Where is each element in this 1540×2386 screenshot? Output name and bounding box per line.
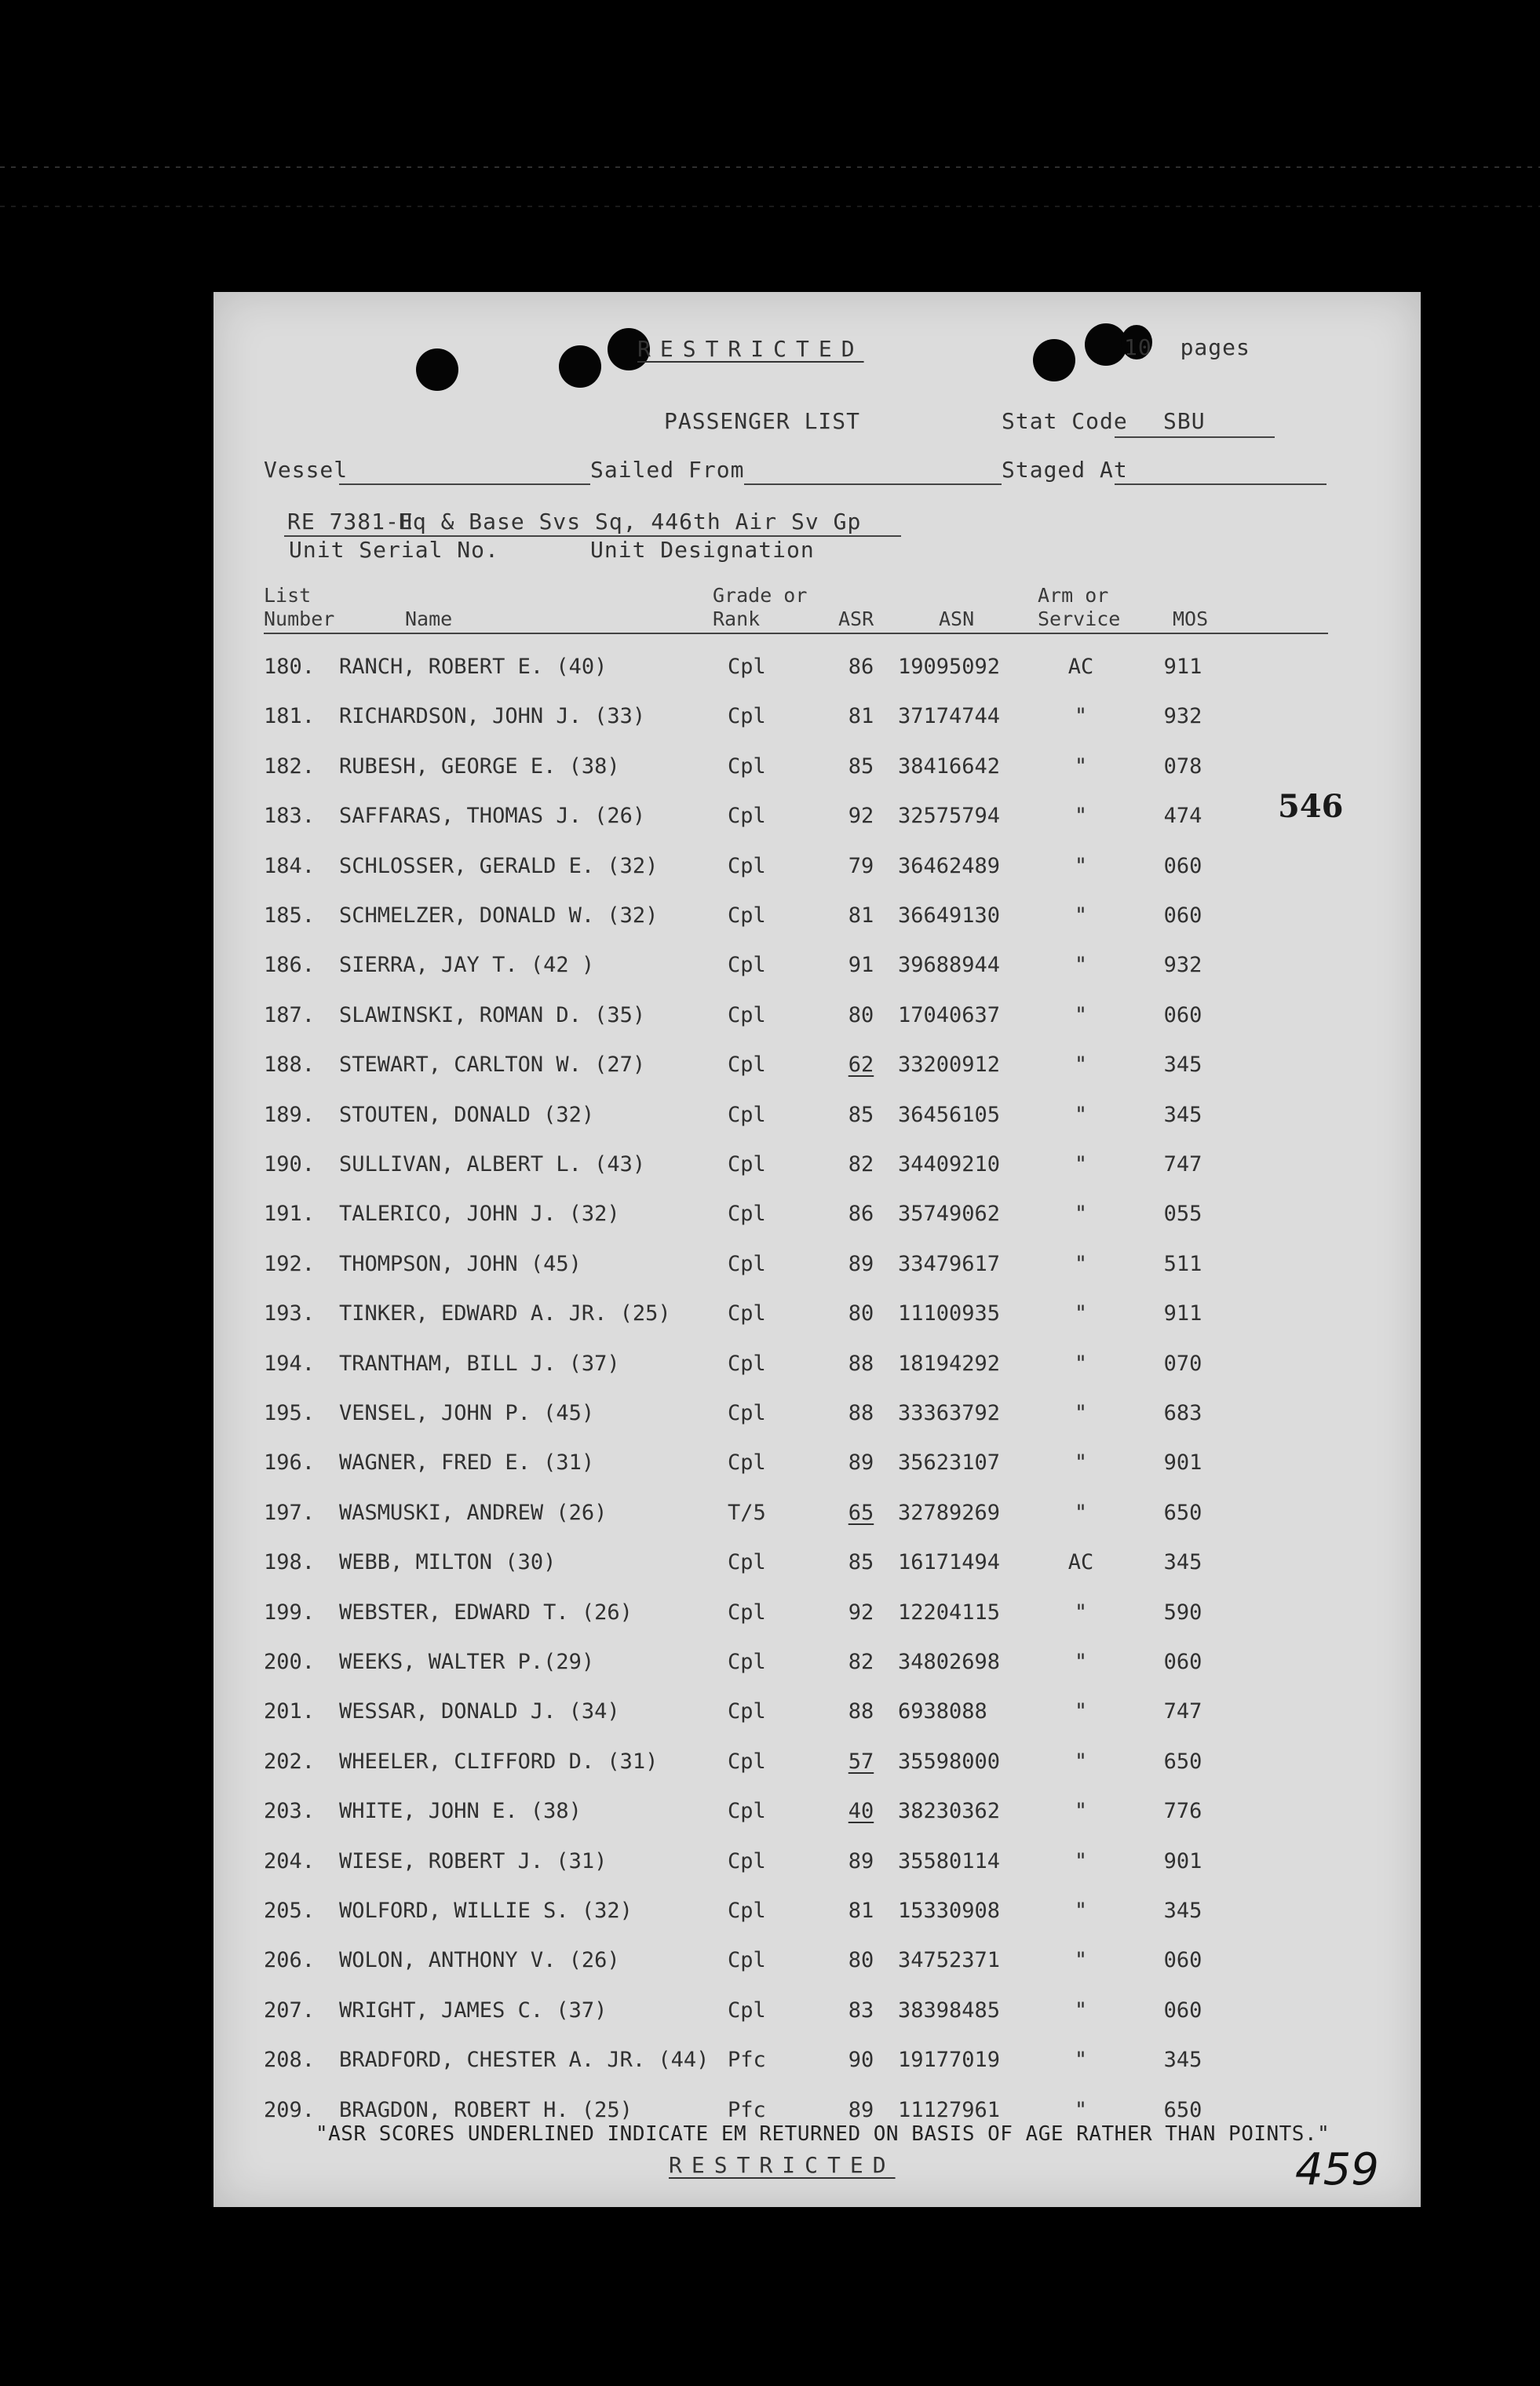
table-row — [213, 754, 1421, 803]
passenger-name: WOLFORD, WILLIE S. (32) — [339, 1899, 633, 1923]
list-number: 185. — [264, 903, 316, 928]
table-row — [213, 1202, 1421, 1250]
asr-score: 85 — [848, 753, 874, 779]
asr-score: 89 — [848, 2097, 874, 2122]
list-number: 188. — [264, 1053, 316, 1078]
list-number: 193. — [264, 1301, 316, 1326]
asr-score: 88 — [848, 1351, 874, 1376]
arm-or-service: " — [1074, 1799, 1088, 1824]
list-number: 192. — [264, 1251, 316, 1276]
mos: 747 — [1163, 1152, 1202, 1177]
passenger-name: SCHLOSSER, GERALD E. (32) — [339, 853, 659, 878]
mos: 060 — [1163, 1650, 1202, 1674]
asr-score: 89 — [848, 1450, 874, 1476]
arm-or-service: " — [1074, 1948, 1088, 1973]
asn: 12204115 — [898, 1600, 1001, 1625]
sailed-from-label: Sailed From — [590, 457, 745, 483]
grade: Cpl — [728, 704, 766, 729]
col-header-grade — [713, 584, 807, 631]
table-row — [213, 1053, 1421, 1101]
asn: 32575794 — [898, 804, 1001, 829]
table-row — [213, 2048, 1421, 2096]
grade: Cpl — [728, 1053, 766, 1078]
passenger-name: VENSEL, JOHN P. (45) — [339, 1401, 595, 1425]
passenger-name: WHITE, JOHN E. (38) — [339, 1799, 582, 1824]
grade: Cpl — [728, 1102, 766, 1127]
passenger-name: WAGNER, FRED E. (31) — [339, 1450, 595, 1476]
stat-code-underline — [1115, 436, 1275, 438]
col-header-list-1: List — [264, 584, 312, 607]
list-number: 196. — [264, 1450, 316, 1476]
asr-score: 85 — [848, 1102, 874, 1127]
arm-or-service: " — [1074, 1351, 1088, 1376]
pages-count — [1124, 334, 1250, 360]
table-row — [213, 1152, 1421, 1201]
table-row — [213, 1899, 1421, 1947]
arm-or-service: " — [1074, 853, 1088, 878]
mos: 747 — [1163, 1699, 1202, 1724]
mos: 060 — [1163, 1002, 1202, 1027]
col-header-list-2: Number — [264, 607, 335, 630]
asr-score: 90 — [848, 2048, 874, 2073]
table-row — [213, 1799, 1421, 1848]
table-row — [213, 1600, 1421, 1649]
stat-code-label: Stat Code — [1002, 408, 1128, 434]
mos: 345 — [1163, 1102, 1202, 1127]
passenger-name: RUBESH, GEORGE E. (38) — [339, 753, 620, 779]
grade: Cpl — [728, 1699, 766, 1724]
mos: 055 — [1163, 1202, 1202, 1227]
asr-score: 92 — [848, 804, 874, 829]
grade: Pfc — [728, 2097, 766, 2122]
mos: 078 — [1163, 753, 1202, 779]
table-row — [213, 1450, 1421, 1499]
asr-score: 88 — [848, 1699, 874, 1724]
punch-hole-icon — [1033, 339, 1075, 381]
asn: 35623107 — [898, 1450, 1001, 1476]
list-number: 199. — [264, 1600, 316, 1625]
list-number: 197. — [264, 1500, 316, 1525]
asr-score: 83 — [848, 1997, 874, 2023]
mos: 650 — [1163, 2097, 1202, 2122]
mos: 650 — [1163, 1500, 1202, 1525]
grade: Cpl — [728, 1450, 766, 1476]
unit-serial-label: Unit Serial No. — [289, 537, 499, 563]
col-header-list — [264, 584, 334, 631]
grade: Cpl — [728, 1799, 766, 1824]
list-number: 187. — [264, 1002, 316, 1027]
passenger-name: SAFFARAS, THOMAS J. (26) — [339, 804, 646, 829]
grade: Cpl — [728, 1202, 766, 1227]
arm-or-service: " — [1074, 1152, 1088, 1177]
asn: 37174744 — [898, 704, 1001, 729]
asr-score: 91 — [848, 953, 874, 978]
arm-or-service: " — [1074, 1401, 1088, 1425]
table-row — [213, 1749, 1421, 1798]
pages-value: 10 — [1124, 334, 1152, 360]
list-number: 182. — [264, 753, 316, 779]
grade: Cpl — [728, 1848, 766, 1873]
grade: Cpl — [728, 1351, 766, 1376]
asn: 32789269 — [898, 1500, 1001, 1525]
list-number: 183. — [264, 804, 316, 829]
stat-code-value: SBU — [1163, 408, 1206, 434]
grade: Cpl — [728, 1401, 766, 1425]
grade: Cpl — [728, 853, 766, 878]
document-sheet — [213, 292, 1421, 2207]
table-row — [213, 1401, 1421, 1450]
passenger-name: WOLON, ANTHONY V. (26) — [339, 1948, 620, 1973]
mos: 474 — [1163, 804, 1202, 829]
arm-or-service: " — [1074, 1848, 1088, 1873]
col-header-asr: ASR — [838, 607, 874, 630]
grade: Cpl — [728, 804, 766, 829]
arm-or-service: " — [1074, 1699, 1088, 1724]
grade: Cpl — [728, 655, 766, 679]
asn: 38416642 — [898, 753, 1001, 779]
arm-or-service: " — [1074, 903, 1088, 928]
table-row — [213, 655, 1421, 703]
scan-noise-line — [0, 166, 1540, 168]
grade: Cpl — [728, 1948, 766, 1973]
list-number: 191. — [264, 1202, 316, 1227]
unit-serial-value: RE 7381-E — [287, 509, 414, 534]
table-row — [213, 1003, 1421, 1052]
passenger-name: WIESE, ROBERT J. (31) — [339, 1848, 608, 1873]
list-number: 208. — [264, 2048, 316, 2073]
vessel-label: Vessel — [264, 457, 349, 483]
asn: 38398485 — [898, 1997, 1001, 2023]
arm-or-service: " — [1074, 1002, 1088, 1027]
asr-score: 80 — [848, 1948, 874, 1973]
asn: 34752371 — [898, 1948, 1001, 1973]
arm-or-service: " — [1074, 1500, 1088, 1525]
col-header-arm-1: Arm or — [1038, 584, 1109, 607]
unit-designation-label: Unit Designation — [590, 537, 815, 563]
passenger-name: WHEELER, CLIFFORD D. (31) — [339, 1749, 659, 1774]
grade: Cpl — [728, 1650, 766, 1674]
list-number: 184. — [264, 853, 316, 878]
arm-or-service: " — [1074, 1102, 1088, 1127]
table-row — [213, 1352, 1421, 1400]
asn: 19095092 — [898, 655, 1001, 679]
list-number: 203. — [264, 1799, 316, 1824]
list-number: 195. — [264, 1401, 316, 1425]
asn: 36456105 — [898, 1102, 1001, 1127]
mos: 901 — [1163, 1848, 1202, 1873]
asn: 11127961 — [898, 2097, 1001, 2122]
asr-score: 86 — [848, 1202, 874, 1227]
staged-at-label: Staged At — [1002, 457, 1128, 483]
mos: 911 — [1163, 1301, 1202, 1326]
passenger-name: SLAWINSKI, ROMAN D. (35) — [339, 1002, 646, 1027]
asr-score: 62 — [848, 1053, 874, 1078]
arm-or-service: " — [1074, 1251, 1088, 1276]
asn: 19177019 — [898, 2048, 1001, 2073]
sailed-from-underline — [744, 483, 1002, 485]
asr-score: 80 — [848, 1002, 874, 1027]
asn: 33479617 — [898, 1251, 1001, 1276]
asn: 6938088 — [898, 1699, 987, 1724]
mos: 060 — [1163, 853, 1202, 878]
mos: 070 — [1163, 1351, 1202, 1376]
passenger-name: BRADFORD, CHESTER A. JR. (44) — [339, 2048, 710, 2073]
mos: 511 — [1163, 1251, 1202, 1276]
asr-score: 89 — [848, 1848, 874, 1873]
list-number: 180. — [264, 655, 316, 679]
arm-or-service: " — [1074, 1450, 1088, 1476]
passenger-name: WASMUSKI, ANDREW (26) — [339, 1500, 608, 1525]
grade: Cpl — [728, 1749, 766, 1774]
col-header-grade-1: Grade or — [713, 584, 808, 607]
asr-score: 57 — [848, 1749, 874, 1774]
list-number: 194. — [264, 1351, 316, 1376]
passenger-name: STEWART, CARLTON W. (27) — [339, 1053, 646, 1078]
passenger-name: WEBSTER, EDWARD T. (26) — [339, 1600, 633, 1625]
asr-score: 80 — [848, 1301, 874, 1326]
grade: Cpl — [728, 1251, 766, 1276]
col-header-arm — [1038, 584, 1120, 631]
mos: 683 — [1163, 1401, 1202, 1425]
arm-or-service: " — [1074, 1997, 1088, 2023]
passenger-name: BRAGDON, ROBERT H. (25) — [339, 2097, 633, 2122]
footer-note: "ASR SCORES UNDERLINED INDICATE EM RETURNED ON BASIS OF AGE RATHER THAN POINTS." — [316, 2122, 1330, 2146]
side-page-number: 546 — [1278, 788, 1344, 825]
passenger-name: TALERICO, JOHN J. (32) — [339, 1202, 620, 1227]
passenger-name: RANCH, ROBERT E. (40) — [339, 655, 608, 679]
list-number: 198. — [264, 1550, 316, 1575]
list-number: 181. — [264, 704, 316, 729]
table-row — [213, 1103, 1421, 1151]
table-row — [213, 1501, 1421, 1549]
arm-or-service: AC — [1067, 655, 1094, 679]
list-number: 200. — [264, 1650, 316, 1674]
mos: 911 — [1163, 655, 1202, 679]
asr-score: 86 — [848, 655, 874, 679]
bottom-restricted-marking: RESTRICTED — [669, 2152, 896, 2178]
asn: 15330908 — [898, 1899, 1001, 1923]
asr-score: 81 — [848, 704, 874, 729]
vessel-underline — [339, 483, 590, 485]
asn: 35598000 — [898, 1749, 1001, 1774]
asr-score: 85 — [848, 1550, 874, 1575]
list-number: 209. — [264, 2097, 316, 2122]
asr-score: 92 — [848, 1600, 874, 1625]
passenger-name: TRANTHAM, BILL J. (37) — [339, 1351, 620, 1376]
asn: 18194292 — [898, 1351, 1001, 1376]
passenger-name: WEEKS, WALTER P.(29) — [339, 1650, 595, 1674]
mos: 060 — [1163, 1997, 1202, 2023]
col-header-arm-2: Service — [1038, 607, 1121, 630]
arm-or-service: " — [1074, 2048, 1088, 2073]
passenger-name: TINKER, EDWARD A. JR. (25) — [339, 1301, 671, 1326]
table-row — [213, 804, 1421, 852]
mos: 345 — [1163, 2048, 1202, 2073]
arm-or-service: " — [1074, 1301, 1088, 1326]
mos: 590 — [1163, 1600, 1202, 1625]
mos: 060 — [1163, 903, 1202, 928]
mos: 650 — [1163, 1749, 1202, 1774]
table-row — [213, 704, 1421, 753]
asn: 36649130 — [898, 903, 1001, 928]
arm-or-service: AC — [1067, 1550, 1094, 1575]
grade: T/5 — [728, 1500, 766, 1525]
asr-score: 65 — [848, 1500, 874, 1525]
asn: 35580114 — [898, 1848, 1001, 1873]
col-header-mos: MOS — [1173, 607, 1209, 630]
arm-or-service: " — [1074, 1053, 1088, 1078]
mos: 345 — [1163, 1550, 1202, 1575]
table-row — [213, 1699, 1421, 1748]
unit-designation-value: Hq & Base Svs Sq, 446th Air Sv Gp — [399, 509, 862, 534]
arm-or-service: " — [1074, 1202, 1088, 1227]
grade: Cpl — [728, 953, 766, 978]
grade: Cpl — [728, 1899, 766, 1923]
table-row — [213, 903, 1421, 952]
arm-or-service: " — [1074, 1650, 1088, 1674]
mos: 932 — [1163, 953, 1202, 978]
passenger-name: THOMPSON, JOHN (45) — [339, 1251, 582, 1276]
list-number: 189. — [264, 1102, 316, 1127]
asr-score: 82 — [848, 1650, 874, 1674]
asr-score: 82 — [848, 1152, 874, 1177]
list-number: 206. — [264, 1948, 316, 1973]
asn: 16171494 — [898, 1550, 1001, 1575]
scan-noise-line — [0, 206, 1540, 207]
passenger-name: SIERRA, JAY T. (42 ) — [339, 953, 595, 978]
table-row — [213, 1550, 1421, 1599]
asn: 39688944 — [898, 953, 1001, 978]
arm-or-service: " — [1074, 1749, 1088, 1774]
punch-hole-icon — [416, 348, 458, 391]
mos: 932 — [1163, 704, 1202, 729]
arm-or-service: " — [1074, 704, 1088, 729]
asn: 35749062 — [898, 1202, 1001, 1227]
passenger-name: STOUTEN, DONALD (32) — [339, 1102, 595, 1127]
asr-score: 40 — [848, 1799, 874, 1824]
grade: Cpl — [728, 1002, 766, 1027]
asn: 34802698 — [898, 1650, 1001, 1674]
table-row — [213, 1252, 1421, 1301]
arm-or-service: " — [1074, 1899, 1088, 1923]
col-header-asn: ASN — [939, 607, 975, 630]
asn: 36462489 — [898, 853, 1001, 878]
list-number: 207. — [264, 1997, 316, 2023]
asn: 33200912 — [898, 1053, 1001, 1078]
asn: 11100935 — [898, 1301, 1001, 1326]
arm-or-service: " — [1074, 953, 1088, 978]
table-row — [213, 1849, 1421, 1898]
list-number: 205. — [264, 1899, 316, 1923]
list-number: 201. — [264, 1699, 316, 1724]
document-title: PASSENGER LIST — [664, 408, 861, 434]
grade: Pfc — [728, 2048, 766, 2073]
grade: Cpl — [728, 1550, 766, 1575]
mos: 776 — [1163, 1799, 1202, 1824]
col-header-name: Name — [405, 607, 453, 630]
table-row — [213, 1650, 1421, 1698]
passenger-name: WEBB, MILTON (30) — [339, 1550, 557, 1575]
grade: Cpl — [728, 753, 766, 779]
table-row — [213, 953, 1421, 1001]
arm-or-service: " — [1074, 804, 1088, 829]
mos: 345 — [1163, 1899, 1202, 1923]
arm-or-service: " — [1074, 753, 1088, 779]
grade: Cpl — [728, 1152, 766, 1177]
col-header-grade-2: Rank — [713, 607, 761, 630]
asr-score: 88 — [848, 1401, 874, 1425]
grade: Cpl — [728, 1997, 766, 2023]
passenger-name: WRIGHT, JAMES C. (37) — [339, 1997, 608, 2023]
list-number: 190. — [264, 1152, 316, 1177]
mos: 901 — [1163, 1450, 1202, 1476]
grade: Cpl — [728, 1600, 766, 1625]
asn: 38230362 — [898, 1799, 1001, 1824]
table-row — [213, 1301, 1421, 1350]
list-number: 202. — [264, 1749, 316, 1774]
passenger-name: SCHMELZER, DONALD W. (32) — [339, 903, 659, 928]
asr-score: 79 — [848, 853, 874, 878]
grade: Cpl — [728, 903, 766, 928]
staged-at-underline — [1115, 483, 1327, 485]
handwritten-page-number: 459 — [1295, 2144, 1379, 2195]
header-rule — [264, 633, 1328, 634]
list-number: 186. — [264, 953, 316, 978]
list-number: 204. — [264, 1848, 316, 1873]
top-restricted-marking: RESTRICTED — [637, 336, 864, 362]
table-row — [213, 854, 1421, 903]
table-row — [213, 1948, 1421, 1997]
mos: 060 — [1163, 1948, 1202, 1973]
arm-or-service: " — [1074, 1600, 1088, 1625]
pages-label: pages — [1180, 334, 1250, 360]
punch-hole-icon — [559, 345, 601, 388]
asn: 34409210 — [898, 1152, 1001, 1177]
asn: 33363792 — [898, 1401, 1001, 1425]
table-row — [213, 1998, 1421, 2047]
asn: 17040637 — [898, 1002, 1001, 1027]
passenger-name: RICHARDSON, JOHN J. (33) — [339, 704, 646, 729]
mos: 345 — [1163, 1053, 1202, 1078]
grade: Cpl — [728, 1301, 766, 1326]
asr-score: 81 — [848, 903, 874, 928]
passenger-name: WESSAR, DONALD J. (34) — [339, 1699, 620, 1724]
asr-score: 81 — [848, 1899, 874, 1923]
arm-or-service: " — [1074, 2097, 1088, 2122]
passenger-name: SULLIVAN, ALBERT L. (43) — [339, 1152, 646, 1177]
asr-score: 89 — [848, 1251, 874, 1276]
